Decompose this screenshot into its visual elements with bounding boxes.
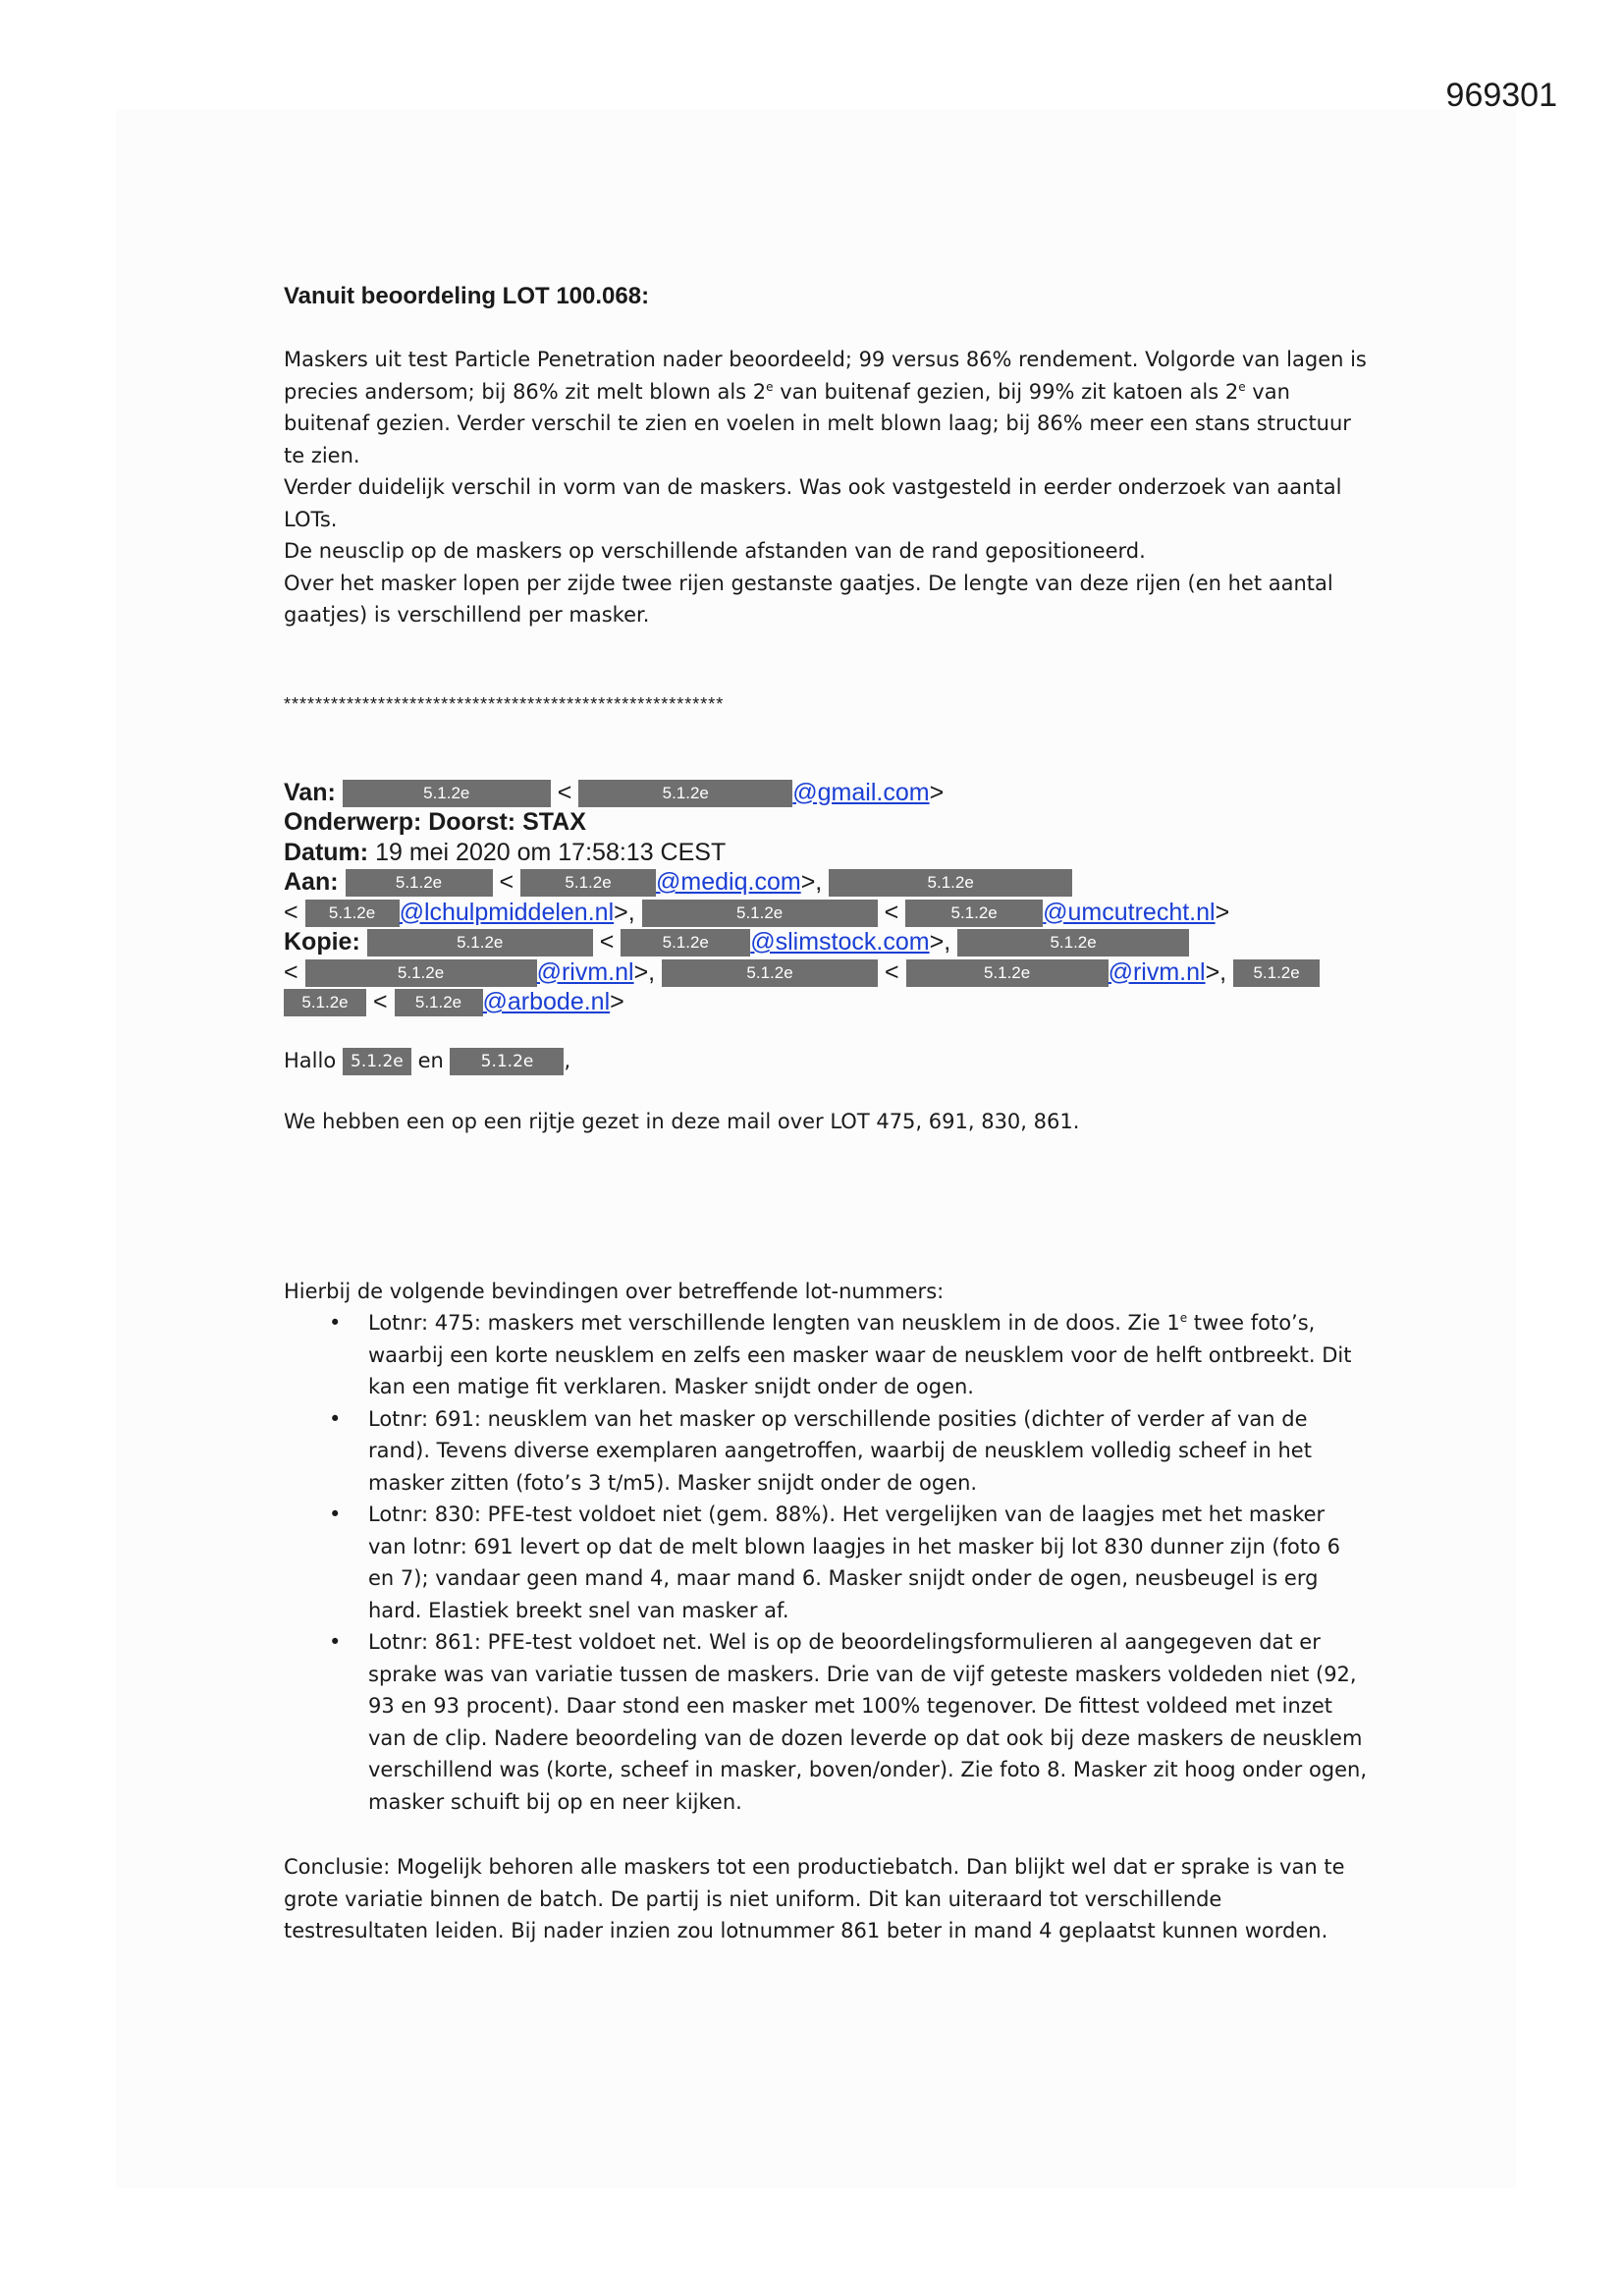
greeting-comma: , <box>564 1048 571 1072</box>
email-date-line <box>284 838 1369 868</box>
assessment-text: Maskers uit test Particle Penetration nader beoordeeld; 99 versus 86% rendement. Volgorde van lagen is precies andersom; bij 86% zit melt blown als 2 <box>284 348 1367 404</box>
document-number: 969301 <box>1445 77 1557 114</box>
angle-close: >, <box>1205 957 1227 986</box>
finding-text: Lotnr: 475: maskers met verschillende lengten van neusklem in de doos. Zie 1 <box>368 1311 1180 1335</box>
angle-open: < <box>284 898 298 926</box>
redacted-block: 5.1.2e <box>395 989 483 1016</box>
redacted-block: 5.1.2e <box>346 869 493 897</box>
redacted-block: 5.1.2e <box>305 900 400 927</box>
email-link[interactable]: @arbode.nl <box>482 988 611 1015</box>
angle-close: > <box>610 988 624 1015</box>
date-value: 19 mei 2020 om 17:58:13 CEST <box>375 838 727 866</box>
email-link[interactable]: @rivm.nl <box>536 957 634 986</box>
subject-value: Doorst: STAX <box>428 808 586 836</box>
angle-close: >, <box>633 957 656 986</box>
email-header <box>284 778 1369 1017</box>
section-heading: Vanuit beoordeling LOT 100.068: <box>284 283 650 309</box>
cc-label: Kopie: <box>284 928 360 956</box>
redacted-block: 5.1.2e <box>343 780 551 807</box>
angle-close: >, <box>800 868 823 896</box>
email-cc-line-3 <box>284 987 1369 1017</box>
assessment-paragraph-3: De neusclip op de maskers op verschillende afstanden van de rand gepositioneerd. <box>284 539 1146 563</box>
finding-item-861: • Lotnr: 861: PFE-test voldoet net. Wel is op de beoordelingsformulieren al aangegeven dat er sprake was van variatie tussen de maskers. Drie van de vijf geteste maskers voldeden niet (92, 93 en 93 procent). Daar stond een masker met 100% tegenover. De fittest voldeed met inzet van de clip. Nadere beoordeling van de dozen leverde op dat ook bij deze maskers de neusklem verschillend was (korte, scheef in masker, boven/onder). Zie foto 8. Masker zit hoog onder ogen, masker schuift bij op en neer kijken. <box>368 1626 1369 1818</box>
intro-text: We hebben een op een rijtje gezet in deze mail over LOT 475, 691, 830, 861. <box>284 1110 1080 1133</box>
email-link[interactable]: @lchulpmiddelen.nl <box>399 898 615 926</box>
email-link[interactable]: @umcutrecht.nl <box>1043 898 1216 926</box>
greeting-hallo: Hallo <box>284 1048 337 1072</box>
redacted-block: 5.1.2e <box>367 929 593 957</box>
redacted-block: 5.1.2e <box>343 1048 411 1075</box>
email-link[interactable]: @mediq.com <box>656 868 801 896</box>
assessment-paragraph-1 <box>284 344 1369 471</box>
redacted-block: 5.1.2e <box>905 900 1043 927</box>
email-link[interactable]: @slimstock.com <box>750 928 930 956</box>
findings-intro: Hierbij de volgende bevindingen over betreffende lot-nummers: <box>284 1279 945 1303</box>
email-subject-line <box>284 807 1369 838</box>
email-from-line <box>284 778 1369 808</box>
finding-item-475 <box>368 1307 1369 1403</box>
angle-close: >, <box>929 928 951 956</box>
redacted-block: 5.1.2e <box>957 929 1189 957</box>
angle-open: < <box>884 898 899 926</box>
angle-open: < <box>284 957 298 986</box>
superscript: e <box>1179 1311 1188 1325</box>
redacted-block: 5.1.2e <box>642 900 878 927</box>
angle-close: > <box>929 778 945 806</box>
separator-line: ******************************************************** <box>284 693 725 714</box>
assessment-text: van buitenaf gezien. Verder verschil te zien en voelen in melt blown laag; bij 86% meer een stans structuur te zien. <box>284 379 1351 467</box>
assessment-section <box>284 344 1369 631</box>
greeting <box>284 1045 1369 1077</box>
from-label: Van: <box>284 778 336 806</box>
email-to-line-2 <box>284 898 1369 928</box>
finding-item-691: • Lotnr: 691: neusklem van het masker op verschillende posities (dichter of verder af van de rand). Tevens diverse exemplaren aangetroffen, waarbij de neusklem volledig scheef in het masker zitten (foto’s 3 t/m5). Masker snijdt onder de ogen. <box>368 1403 1369 1500</box>
conclusion-text: Conclusie: Mogelijk behoren alle maskers tot een productiebatch. Dan blijkt wel dat er sprake is van te grote variatie binnen de batch. De partij is niet uniform. Dit kan uiteraard tot verschillende testresultaten leiden. Bij nader inzien zou lotnummer 861 beter in mand 4 geplaatst kunnen worden. <box>284 1855 1345 1942</box>
email-cc-line-2 <box>284 957 1369 988</box>
redacted-block: 5.1.2e <box>906 959 1109 987</box>
angle-open: < <box>372 988 388 1015</box>
superscript: e <box>1238 379 1246 394</box>
findings-list <box>284 1307 1369 1818</box>
to-label: Aan: <box>284 868 339 896</box>
superscript: e <box>766 379 774 394</box>
subject-label: Onderwerp: <box>284 808 422 836</box>
assessment-text: van buitenaf gezien, bij 99% zit katoen als 2 <box>773 379 1239 404</box>
redacted-block: 5.1.2e <box>621 929 750 957</box>
assessment-paragraph-4: Over het masker lopen per zijde twee rijen gestanste gaatjes. De lengte van deze rijen (en het aantal gaatjes) is verschillend per masker. <box>284 571 1333 627</box>
angle-open: < <box>599 928 615 956</box>
email-link[interactable]: @gmail.com <box>792 778 930 806</box>
redacted-block: 5.1.2e <box>662 959 878 987</box>
angle-open: < <box>557 778 572 806</box>
redacted-block: 5.1.2e <box>578 780 792 807</box>
document-body <box>284 283 1369 1947</box>
email-cc-line-1 <box>284 927 1369 957</box>
greeting-en: en <box>417 1048 444 1072</box>
angle-close: > <box>1215 898 1230 926</box>
finding-item-830: • Lotnr: 830: PFE-test voldoet niet (gem. 88%). Het vergelijken van de laagjes met het masker van lotnr: 691 levert op dat de melt blown laagjes in het masker bij lot 830 dunner zijn (foto 6 en 7); vandaar geen mand 4, maar mand 6. Masker snijdt onder de ogen, neusbeugel is erg hard. Elastiek breekt snel van masker af. <box>368 1499 1369 1626</box>
redacted-block: 5.1.2e <box>284 989 366 1016</box>
email-to-line-1 <box>284 867 1369 898</box>
redacted-block: 5.1.2e <box>450 1048 564 1075</box>
angle-close: >, <box>614 898 635 926</box>
redacted-block: 5.1.2e <box>829 869 1072 897</box>
date-label: Datum: <box>284 838 369 866</box>
redacted-block: 5.1.2e <box>1233 959 1320 987</box>
finding-text: twee foto’s, waarbij een korte neusklem en zelfs een masker waar de neusklem voor de helft ontbreekt. Dit kan een matige fit verklaren. Masker snijdt onder de ogen. <box>368 1311 1352 1398</box>
assessment-paragraph-2: Verder duidelijk verschil in vorm van de maskers. Was ook vastgesteld in eerder onderzoek van aantal LOTs. <box>284 475 1342 531</box>
angle-open: < <box>499 868 514 896</box>
email-link[interactable]: @rivm.nl <box>1108 957 1206 986</box>
redacted-block: 5.1.2e <box>520 869 656 897</box>
redacted-block: 5.1.2e <box>305 959 537 987</box>
angle-open: < <box>885 957 899 986</box>
